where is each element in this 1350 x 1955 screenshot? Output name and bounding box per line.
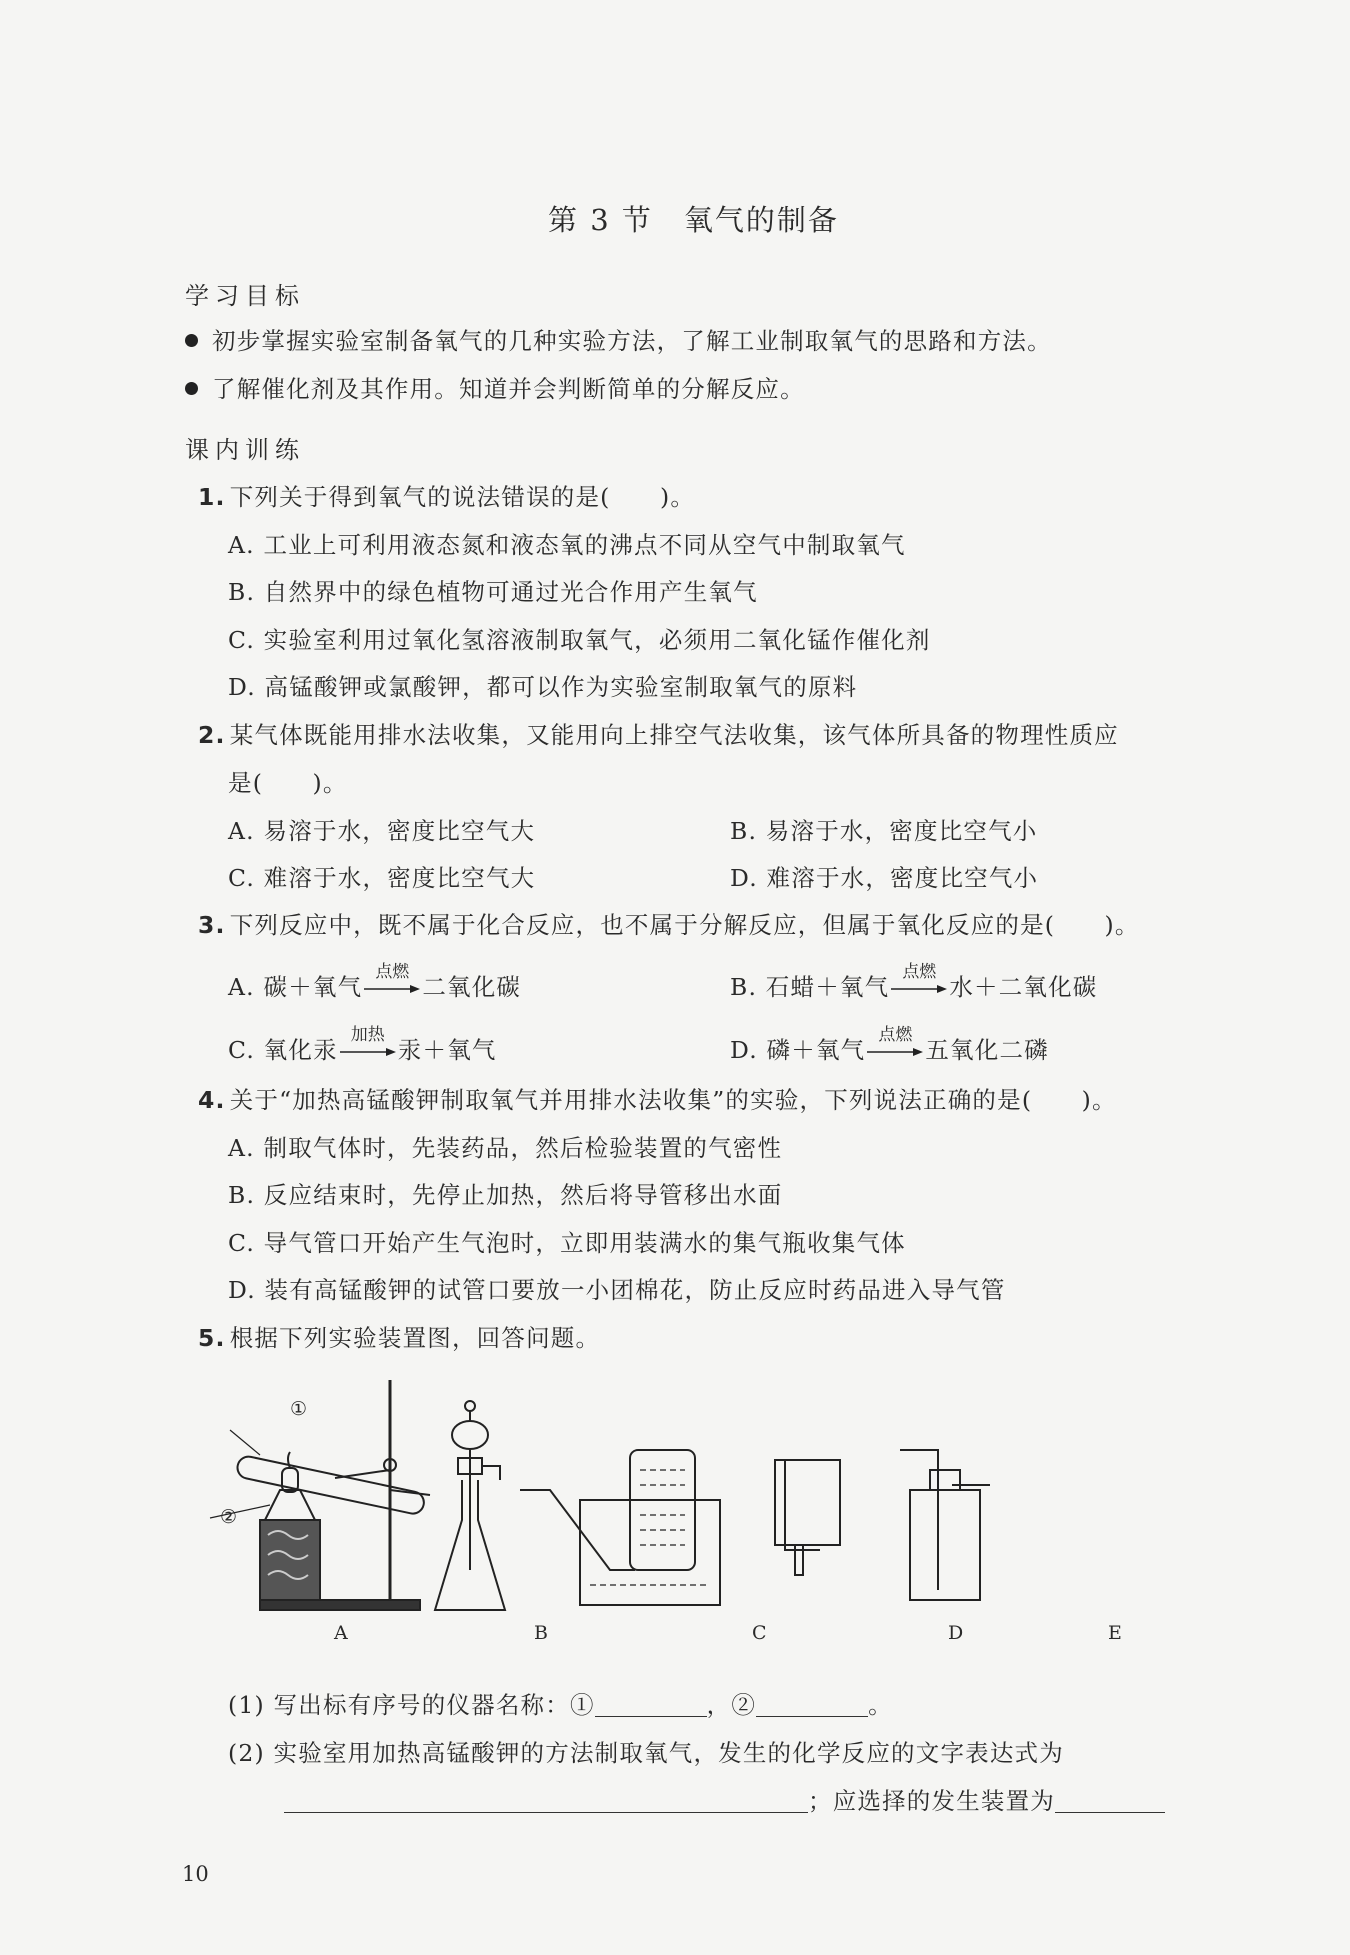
marker-1: ① bbox=[290, 1398, 308, 1420]
q4-option-c: C. 导气管口开始产生气泡时，立即用装满水的集气瓶收集气体 bbox=[228, 1229, 906, 1257]
question-3-stem bbox=[198, 906, 1140, 940]
answer-blank-device[interactable] bbox=[1055, 1790, 1165, 1813]
answer-blank-2[interactable] bbox=[756, 1694, 868, 1717]
apparatus-label-d: D bbox=[948, 1622, 964, 1644]
apparatus-c bbox=[520, 1450, 720, 1605]
q5-sub1 bbox=[228, 1686, 893, 1720]
q3-option-a bbox=[228, 961, 522, 1002]
question-text: 某气体既能用排水法收集，又能用向上排空气法收集，该气体所具备的物理性质应 bbox=[229, 721, 1119, 749]
apparatus-label-b: B bbox=[534, 1622, 548, 1644]
objectives-heading: 学习目标 bbox=[185, 282, 305, 310]
apparatus-b bbox=[435, 1401, 505, 1610]
bullet-icon bbox=[185, 382, 198, 395]
q5-sub2-answer-line bbox=[284, 1782, 1165, 1816]
q5-sub2: (2) 实验室用加热高锰酸钾的方法制取氧气，发生的化学反应的文字表达式为 bbox=[228, 1739, 1064, 1767]
apparatus-d bbox=[775, 1460, 840, 1575]
q2-option-b: B. 易溶于水，密度比空气小 bbox=[730, 817, 1038, 845]
question-2-stem-cont: 是( )。 bbox=[228, 769, 348, 797]
page-title: 第 3 节 氧气的制备 bbox=[548, 203, 839, 237]
question-number: 4. bbox=[198, 1086, 226, 1114]
objective-text: 初步掌握实验室制备氧气的几种实验方法，了解工业制取氧气的思路和方法。 bbox=[212, 327, 1052, 355]
q3-option-d bbox=[730, 1024, 1049, 1065]
bullet-icon bbox=[185, 334, 198, 347]
q1-option-a: A. 工业上可利用液态氮和液态氧的沸点不同从空气中制取氧气 bbox=[228, 531, 906, 559]
sub2-mid: ；应选择的发生装置为 bbox=[808, 1787, 1055, 1815]
reaction-arrow bbox=[867, 1024, 923, 1062]
q1-option-c: C. 实验室利用过氧化氢溶液制取氧气，必须用二氧化锰作催化剂 bbox=[228, 626, 931, 654]
q4-option-d: D. 装有高锰酸钾的试管口要放一小团棉花，防止反应时药品进入导气管 bbox=[228, 1276, 1006, 1304]
q2-option-c: C. 难溶于水，密度比空气大 bbox=[228, 864, 536, 892]
q2-option-a: A. 易溶于水，密度比空气大 bbox=[228, 817, 536, 845]
apparatus-drawing bbox=[200, 1370, 1180, 1640]
answer-blank-1[interactable] bbox=[595, 1694, 707, 1717]
q4-option-b: B. 反应结束时，先停止加热，然后将导管移出水面 bbox=[228, 1181, 783, 1209]
question-text: 关于“加热高锰酸钾制取氧气并用排水法收集”的实验，下列说法正确的是( )。 bbox=[229, 1086, 1117, 1114]
question-text: 下列反应中，既不属于化合反应，也不属于分解反应，但属于氧化反应的是( )。 bbox=[229, 911, 1140, 939]
marker-2: ② bbox=[220, 1506, 238, 1528]
reaction-arrow bbox=[891, 961, 947, 999]
q2-option-d: D. 难溶于水，密度比空气小 bbox=[730, 864, 1039, 892]
apparatus-figure bbox=[200, 1370, 1180, 1670]
products: 水＋二氧化碳 bbox=[949, 973, 1098, 1001]
q1-option-d: D. 高锰酸钾或氯酸钾，都可以作为实验室制取氧气的原料 bbox=[228, 673, 858, 701]
apparatus-label-e: E bbox=[1108, 1622, 1122, 1644]
products: 五氧化二磷 bbox=[925, 1036, 1049, 1064]
reaction-condition: 点燃 bbox=[375, 961, 410, 982]
practice-heading: 课内训练 bbox=[185, 436, 305, 464]
products: 二氧化碳 bbox=[422, 973, 522, 1001]
reactants: B. 石蜡＋氧气 bbox=[730, 973, 890, 1001]
sub1-mid: ，② bbox=[706, 1691, 757, 1719]
q1-option-b: B. 自然界中的绿色植物可通过光合作用产生氧气 bbox=[228, 578, 758, 606]
reaction-condition: 点燃 bbox=[878, 1024, 913, 1045]
question-text: 下列关于得到氧气的说法错误的是( )。 bbox=[229, 483, 696, 511]
page-number: 10 bbox=[182, 1862, 209, 1886]
question-4-stem bbox=[198, 1081, 1117, 1115]
q3-option-b bbox=[730, 961, 1098, 1002]
question-5-stem bbox=[198, 1319, 600, 1353]
question-number: 3. bbox=[198, 911, 226, 939]
objective-item bbox=[185, 322, 1052, 356]
products: 汞＋氧气 bbox=[397, 1036, 497, 1064]
question-2-stem bbox=[198, 716, 1119, 750]
question-text: 根据下列实验装置图，回答问题。 bbox=[229, 1324, 601, 1352]
question-number: 1. bbox=[198, 483, 226, 511]
reactants: A. 碳＋氧气 bbox=[228, 973, 363, 1001]
question-number: 5. bbox=[198, 1324, 226, 1352]
apparatus-e bbox=[900, 1450, 990, 1600]
question-1-stem bbox=[198, 478, 695, 512]
sub1-end: 。 bbox=[868, 1691, 893, 1719]
reaction-condition: 点燃 bbox=[902, 961, 937, 982]
reaction-arrow bbox=[364, 961, 420, 999]
apparatus-label-c: C bbox=[752, 1622, 767, 1644]
apparatus-a bbox=[210, 1380, 430, 1610]
q4-option-a: A. 制取气体时，先装药品，然后检验装置的气密性 bbox=[228, 1134, 783, 1162]
apparatus-label-a: A bbox=[334, 1622, 348, 1644]
q3-option-c bbox=[228, 1024, 497, 1065]
reactants: C. 氧化汞 bbox=[228, 1036, 338, 1064]
question-number: 2. bbox=[198, 721, 226, 749]
reactants: D. 磷＋氧气 bbox=[730, 1036, 866, 1064]
sub1-prefix: (1) 写出标有序号的仪器名称：① bbox=[228, 1691, 595, 1719]
answer-blank-equation[interactable] bbox=[284, 1790, 808, 1813]
objective-text: 了解催化剂及其作用。知道并会判断简单的分解反应。 bbox=[212, 375, 805, 403]
reaction-condition: 加热 bbox=[350, 1024, 385, 1045]
objective-item bbox=[185, 370, 805, 404]
reaction-arrow bbox=[340, 1024, 396, 1062]
